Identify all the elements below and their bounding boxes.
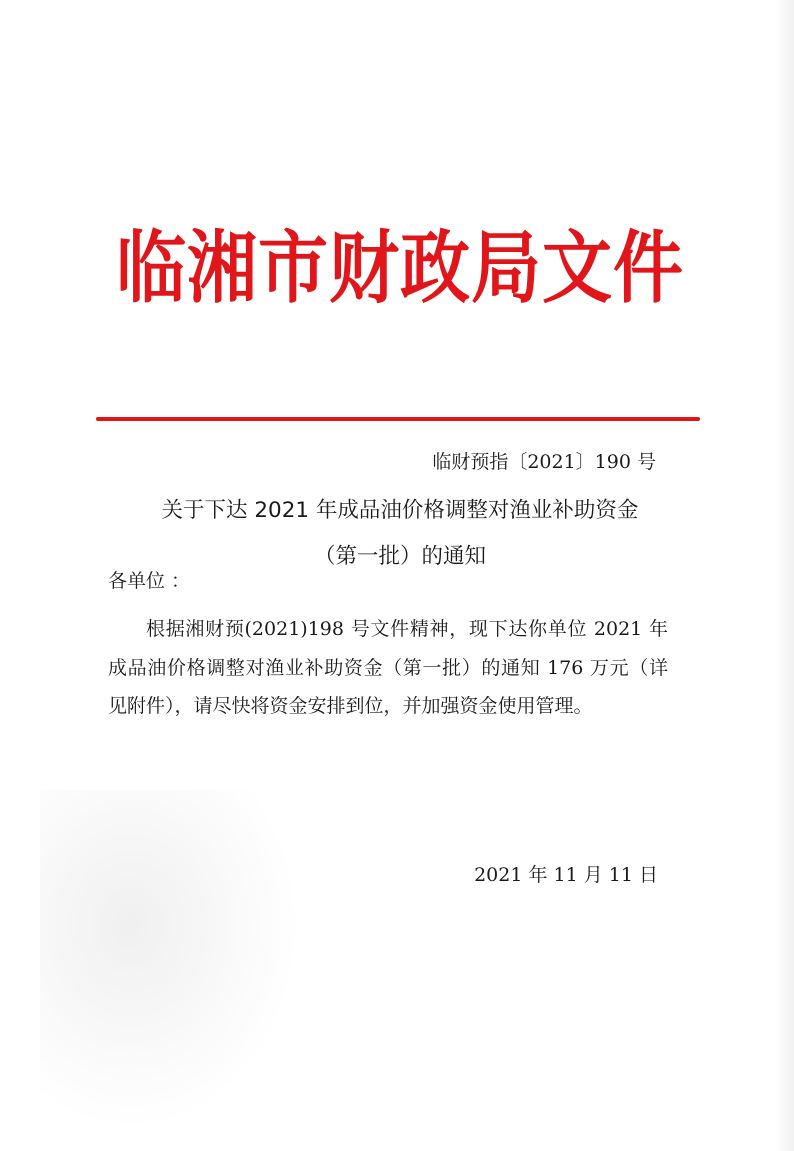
issuer-header: 临湘市财政局文件 [116, 222, 684, 314]
scan-shadow [40, 790, 300, 1130]
document-date: 2021 年 11 月 11 日 [474, 864, 658, 886]
salutation: 各单位 ： [108, 570, 191, 592]
body-paragraph: 根据湘财预(2021)198 号文件精神，现下达你单位 2021 年成品油价格调整对渔业补助资金（第一批）的通知 176 万元（详见附件），请尽快将资金安排到位，并加强资金使用管理。 [108, 618, 668, 717]
red-separator-line [96, 417, 700, 421]
document-title-line-2: （第一批）的通知 [313, 544, 486, 569]
scan-edge-shadow [776, 0, 794, 1151]
document-title-line-1: 关于下达 2021 年成品油价格调整对渔业补助资金 [161, 498, 639, 523]
document-number: 临财预指〔2021〕190 号 [432, 451, 656, 473]
